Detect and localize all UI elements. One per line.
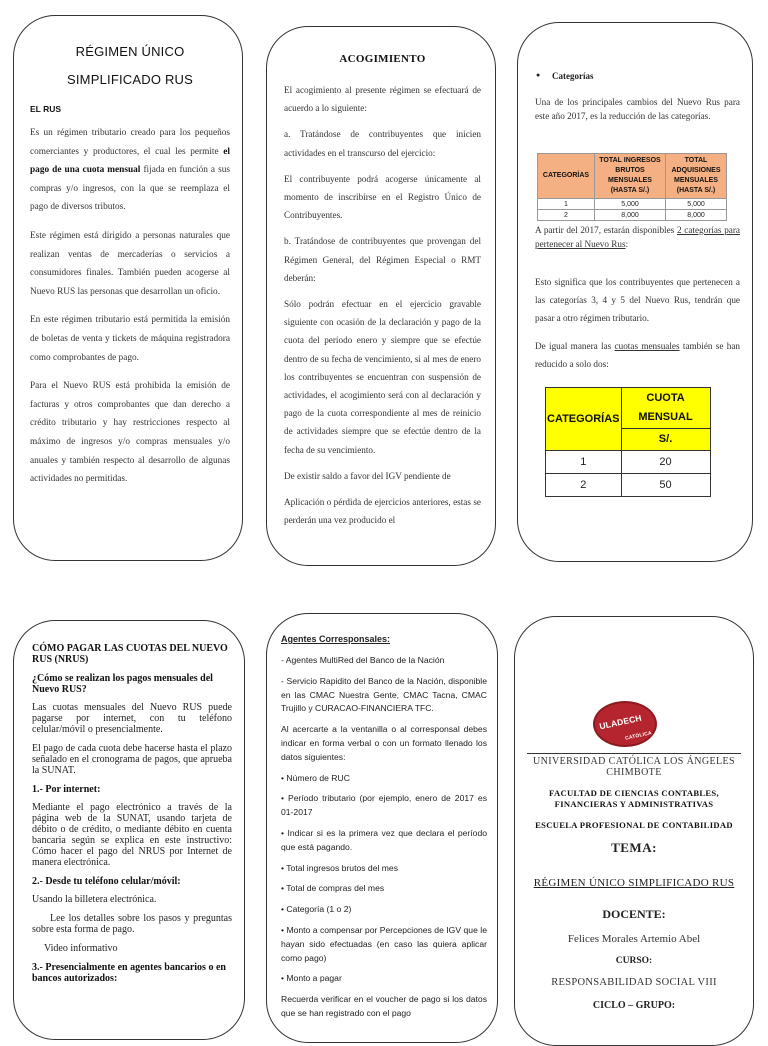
paragraph: Al acercarte a la ventanilla o al corresponsal debes indicar en forma verbal o con un formato llenado los datos siguientes: <box>281 724 487 762</box>
paragraph: Este régimen está dirigido a personas naturales que realizan ventas de mercaderías o servicios a consumidores finales. También pueden acogerse al Nuevo RUS las personas que desarrollan un oficio. <box>30 230 230 297</box>
docente-value: Felices Morales Artemio Abel <box>567 933 701 945</box>
paragraph: De existir saldo a favor del IGV pendiente de <box>284 470 451 481</box>
uladech-logo <box>593 701 657 747</box>
table-row <box>538 199 727 210</box>
table-cell: 2 <box>538 210 595 221</box>
paragraph: De igual manera las cuotas mensuales también se han reducido a solo dos: <box>535 341 741 369</box>
curso-value: RESPONSABILIDAD SOCIAL VIII <box>551 977 717 988</box>
list-item: • Categoría (1 o 2) <box>281 904 352 915</box>
list-item: • Monto a compensar por Percepciones de IGV que le hayan sido efectuadas (en caso las quiera aplicar como pago) <box>281 924 487 963</box>
faculty-name: FACULTAD DE CIENCIAS CONTABLES, FINANCIERAS Y ADMINISTRATIVAS <box>549 788 719 809</box>
paragraph: Recuerda verificar en el voucher de pago si los datos que se han registrado con el pago <box>281 994 487 1018</box>
paragraph: Video informativo <box>44 943 118 954</box>
tema-value: RÉGIMEN ÚNICO SIMPLIFICADO RUS <box>533 877 735 889</box>
panel-title: ACOGIMIENTO <box>339 53 426 65</box>
table-header: S/. <box>621 429 710 451</box>
section-subtitle: EL RUS <box>30 104 62 114</box>
tema-label: TEMA: <box>611 840 657 855</box>
table-row <box>538 210 727 221</box>
table-cell: 1 <box>538 199 595 210</box>
list-item: - Servicio Rapidito del Banco de la Nación, disponible en las CMAC Nuestra Gente, CMAC Tacna, CMAC Trujillo y CURACAO-FINANCIERA TFC. <box>281 675 487 714</box>
paragraph: Usando la billetera electrónica. <box>32 894 157 905</box>
panel-el-rus <box>13 15 243 561</box>
ciclo-label: CICLO – GRUPO: <box>592 1000 676 1011</box>
list-item: • Total ingresos brutos del mes <box>281 862 399 873</box>
list-item: • Período tributario (por ejemplo, enero de 2017 es 01-2017 <box>281 793 487 818</box>
list-item: • Total de compras del mes <box>281 883 385 894</box>
panel-acogimiento <box>266 26 496 566</box>
bullet-heading: ● Categorías <box>552 71 740 81</box>
table-cell: 2 <box>546 474 622 497</box>
table-header: CUOTA MENSUAL <box>621 388 710 429</box>
table-header: TOTAL INGRESOS BRUTOS MENSUALES (HASTA S/.) <box>595 154 666 199</box>
panel-agentes <box>266 613 498 1043</box>
section-heading: 3.- Presencialmente en agentes bancarios o en bancos autorizados: <box>32 962 226 984</box>
table-cell: 8,000 <box>666 210 727 221</box>
paragraph: El acogimiento al presente régimen se efectuará de acuerdo a lo siguiente: <box>284 85 481 114</box>
panel-como-pagar <box>13 620 245 1040</box>
monthly-fee-table <box>545 387 711 497</box>
table-cell: 5,000 <box>595 199 666 210</box>
paragraph: El contribuyente podrá acogerse únicamente al momento de inscribirse en el Registro Único de Contribuyentes. <box>284 173 481 221</box>
categories-income-table <box>537 153 727 221</box>
logo-area <box>515 703 753 753</box>
paragraph: a. Tratándose de contribuyentes que inicien actividades en el transcurso del ejercicio: <box>284 129 481 158</box>
table-row <box>546 451 711 474</box>
curso-label: CURSO: <box>615 956 653 966</box>
panel-title: RÉGIMEN ÚNICO SIMPLIFICADO RUS <box>67 44 193 87</box>
table-header: CATEGORÍAS <box>546 388 622 451</box>
paragraph: El pago de cada cuota debe hacerse hasta el plazo señalado en el cronograma de pagos, que aprueba la SUNAT. <box>32 743 232 776</box>
logo-subtext: CATÓLICA <box>624 730 653 742</box>
paragraph: En este régimen tributario está permitida la emisión de boletas de venta y tickets de máquina registradora como comprobantes de pago. <box>30 315 230 363</box>
question-heading: ¿Cómo se realizan los pagos mensuales del Nuevo RUS? <box>32 673 213 695</box>
school-name: ESCUELA PROFESIONAL DE CONTABILIDAD <box>535 820 733 830</box>
paragraph: Para el Nuevo RUS está prohibida la emisión de facturas y otros comprobantes que dan derecho a crédito tributario y hay restricciones respecto al máximo de ingresos y/o compras mensuales y/o anuales y también respecto al desarrollo de algunas actividades no permitidas. <box>30 381 230 485</box>
panel-title: Agentes Corresponsales: <box>281 634 391 644</box>
table-cell: 5,000 <box>666 199 727 210</box>
paragraph: Las cuotas mensuales del Nuevo RUS puede pagarse por internet, con tu teléfono celular/móvil o presencialmente. <box>32 702 232 735</box>
paragraph: Aplicación o pérdida de ejercicios anteriores, estas se perderán una vez producido el <box>284 497 481 526</box>
paragraph: Sólo podrán efectuar en el ejercicio gravable siguiente con ocasión de la declaración y pago de la cuota del período enero y siempre que se efectúe dentro de su fecha de vencimiento, si al mes de enero los contribuyentes se encuentran con suspensión de actividades, el acogimiento será con al declaración y pago de la cuota correspondiente al mes de reinicio de actividades siempre que se efectúe dentro de la fecha de su vencimiento. <box>284 299 481 455</box>
list-item: • Monto a pagar <box>281 973 342 984</box>
table-cell: 50 <box>621 474 710 497</box>
university-name: UNIVERSIDAD CATÓLICA LOS ÁNGELES CHIMBOTE <box>527 753 741 778</box>
list-item: • Número de RUC <box>281 772 350 783</box>
paragraph: b. Tratándose de contribuyentes que provengan del Régimen General, del Régimen Especial o RMT deberán: <box>284 236 481 283</box>
table-header: TOTAL ADQUISIONES MENSUALES (HASTA S/.) <box>666 154 727 199</box>
panel-cover <box>514 616 754 1046</box>
table-row <box>546 474 711 497</box>
paragraph: Mediante el pago electrónico a través de la página web de la SUNAT, usando tarjeta de débito o de crédito, o mediante débito en cuenta bancaria según se explica en este instructivo: Cómo hacer el pago del NRUS por Internet de manera electrónica. <box>32 802 232 868</box>
table-cell: 1 <box>546 451 622 474</box>
table-header: CATEGORÍAS <box>538 154 595 199</box>
paragraph: Es un régimen tributario creado para los pequeños comerciantes y productores, el cual les permite el pago de una cuota mensual fijada en función a sus compras y/o ingresos, con la que se reemplaza el pago de diversos tributos. <box>30 128 230 213</box>
list-item: - Agentes MultiRed del Banco de la Nación <box>281 655 445 665</box>
paragraph: A partir del 2017, estarán disponibles 2 categorías para pertenecer al Nuevo Rus: <box>535 225 740 249</box>
section-heading: 1.- Por internet: <box>32 784 101 795</box>
table-cell: 20 <box>621 451 710 474</box>
panel-title: CÓMO PAGAR LAS CUOTAS DEL NUEVO RUS (NRUS) <box>32 643 228 665</box>
table-cell: 8,000 <box>595 210 666 221</box>
list-item: • Indicar si es la primera vez que declara el período que está pagando. <box>281 827 487 852</box>
panel-categorias <box>517 22 753 562</box>
docente-label: DOCENTE: <box>602 907 666 921</box>
section-heading: 2.- Desde tu teléfono celular/móvil: <box>32 876 181 887</box>
paragraph: Una de los principales cambios del Nuevo Rus para este año 2017, es la reducción de las categorías. <box>535 97 740 121</box>
paragraph: Lee los detalles sobre los pasos y preguntas sobre esta forma de pago. <box>32 913 232 935</box>
paragraph: Esto significa que los contribuyentes que pertenecen a las categorías 3, 4 y 5 del Nuevo Rus, tendrán que pasar a otro régimen tributario. <box>535 277 740 323</box>
logo-text: ULADECH <box>598 712 643 732</box>
